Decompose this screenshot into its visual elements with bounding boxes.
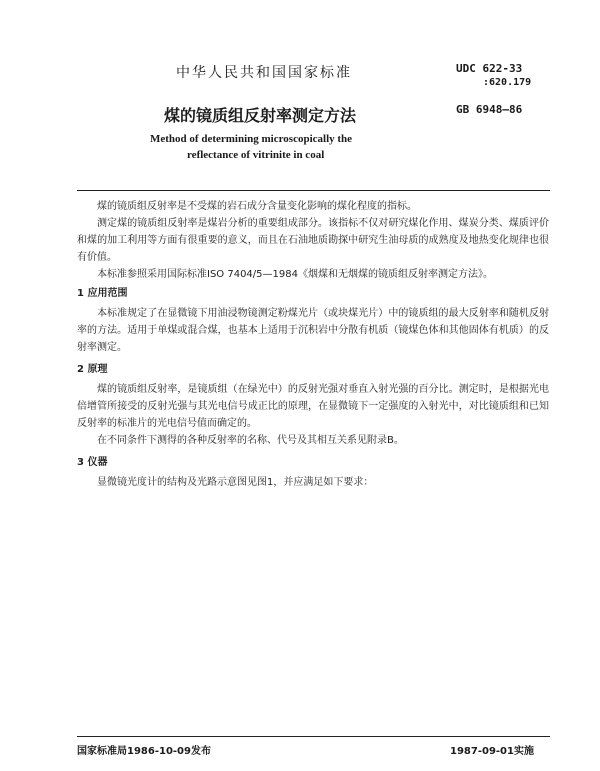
- gb-standard-number: GB 6948—86: [456, 103, 523, 116]
- header-divider: [77, 190, 550, 191]
- intro-paragraph-2: 测定煤的镜质组反射率是煤岩分析的重要组成部分。该指标不仅对研究煤化作用、煤炭分类、煤质评价和煤的加工利用等方面有很重要的意义，而且在石油地质勘探中研究生油母质的成熟度及地热变化规律也很有价值。: [77, 218, 549, 263]
- issue-date: 国家标准局1986-10-09发布: [77, 746, 211, 757]
- section-1: [77, 285, 549, 356]
- section-3: [77, 454, 549, 491]
- effective-date: 1987-09-01实施: [450, 746, 534, 757]
- section-2-paragraph-1: 煤的镜质组反射率，是镜质组（在绿光中）的反射光强对垂直入射光强的百分比。测定时，是根据光电倍增管所接受的反射光强与其光电信号成正比的原理，在显微镜下一定强度的入射光中，对比镜质组和已知反射率的标准片的光电信号值而确定的。: [77, 384, 549, 429]
- document-title-english-line2: reflectance of vitrinite in coal: [187, 149, 325, 161]
- section-2-paragraph-2: 在不同条件下测得的各种反射率的名称、代号及其相互关系见附录B。: [97, 435, 404, 446]
- footer-divider: [77, 736, 550, 737]
- national-standard-heading: 中华人民共和国国家标准: [176, 65, 352, 81]
- document-title-english-line1: Method of determining microscopically the: [150, 133, 353, 145]
- section-2: [77, 361, 549, 449]
- section-3-heading: 3 仪器: [77, 457, 108, 468]
- udc-code: UDC 622-33: [456, 62, 523, 75]
- section-1-heading: 1 应用范围: [77, 288, 128, 299]
- section-2-heading: 2 原理: [77, 364, 108, 375]
- intro-paragraph-1: 煤的镜质组反射率是不受煤的岩石成分含量变化影响的煤化程度的指标。: [97, 201, 417, 212]
- udc-code-continuation: :620.179: [483, 77, 532, 88]
- document-title-chinese: 煤的镜质组反射率测定方法: [164, 106, 357, 125]
- section-3-paragraph: 显微镜光度计的结构及光路示意图见图1，并应满足如下要求：: [97, 477, 374, 488]
- intro-block: [77, 198, 549, 283]
- intro-paragraph-3: 本标准参照采用国际标准ISO 7404/5—1984《烟煤和无烟煤的镜质组反射率测定方法》。: [97, 269, 493, 280]
- section-1-paragraph: 本标准规定了在显微镜下用油浸物镜测定粉煤光片（或块煤光片）中的镜质组的最大反射率和随机反射率的方法。适用于单煤或混合煤，也基本上适用于沉积岩中分散有机质（镜煤色体和其他固体有机质）的反射率测定。: [77, 308, 549, 353]
